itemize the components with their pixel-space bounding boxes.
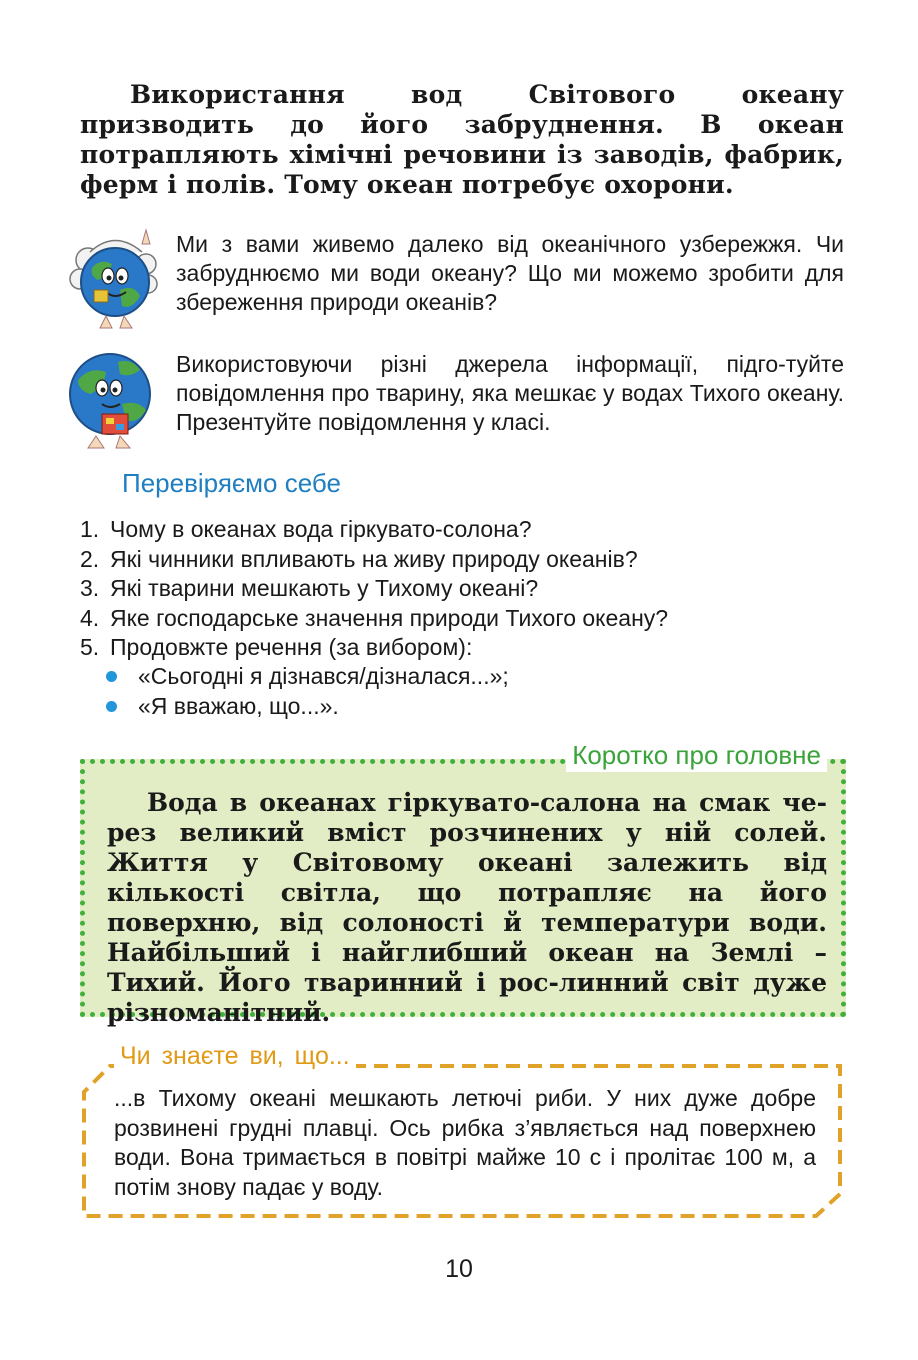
summary-box <box>80 740 846 1027</box>
list-item: «Я вважаю, що...». <box>106 692 509 722</box>
task-text-2: Використовуючи різні джерела інформації, підго-туйте повідомлення про тварину, яка мешкає у водах Тихого океану. Презентуйте повідомлення у класі. <box>176 351 844 435</box>
bullet-icon <box>106 701 117 712</box>
globe-mascot-icon <box>60 224 160 334</box>
bullet-icon <box>106 671 117 682</box>
did-you-know-title: Чи знаєте ви, що... <box>114 1040 356 1072</box>
questions-list <box>80 515 860 663</box>
task-block-2 <box>60 344 850 454</box>
list-item: «Сьогодні я дізнався/дізналася...»; <box>106 662 509 692</box>
list-item: 2. Які чинники впливають на живу природу океанів? <box>80 545 638 572</box>
task-text-1: Ми з вами живемо далеко від океанічного узбережжя. Чи забруднюємо ми води океану? Що ми можемо зробити для збереження природи океанів? <box>176 231 844 315</box>
section-title-check-yourself: Перевіряємо себе <box>122 468 341 498</box>
bullet-list <box>106 662 509 721</box>
did-you-know-text: ...в Тихому океані мешкають летючі риби. У них дуже добре розвинені грудні плавці. Ось рибка з’являється над поверхнею води. Вона тримається в повітрі майже 10 с і пролітає 100 м, а потім знову падає у воду. <box>114 1085 816 1200</box>
list-item: 1. Чому в океанах вода гіркувато-солона? <box>80 516 532 542</box>
list-item: 5. Продовжте речення (за вибором): <box>80 634 473 660</box>
globe-mascot-reading-icon <box>60 344 160 454</box>
summary-title: Коротко про головне <box>566 738 827 772</box>
intro-paragraph: Використання вод Світового океану призводить до його забруднення. В океан потрапляють хімічні речовини із заводів, фабрик, ферм і полів. Тому океан потребує охорони. <box>80 80 844 199</box>
page-number: 10 <box>445 1255 473 1283</box>
did-you-know-box <box>80 1042 846 1220</box>
list-item: 4. Яке господарське значення природи Тихого океану? <box>80 604 669 631</box>
summary-text: Вода в океанах гіркувато-салона на смак че-рез великий вміст розчинених у ній солей. Життя у Світовому океані залежить від кількості світла, що потрапляє на його поверхню, від солоності й температури води. Найбільший і найглибший океан на Землі – Тихий. Його тваринний і рос-линний світ дуже різноманітний. <box>107 788 827 1027</box>
list-item: 3. Які тварини мешкають у Тихому океані? <box>80 575 539 601</box>
task-block-1 <box>60 224 850 334</box>
